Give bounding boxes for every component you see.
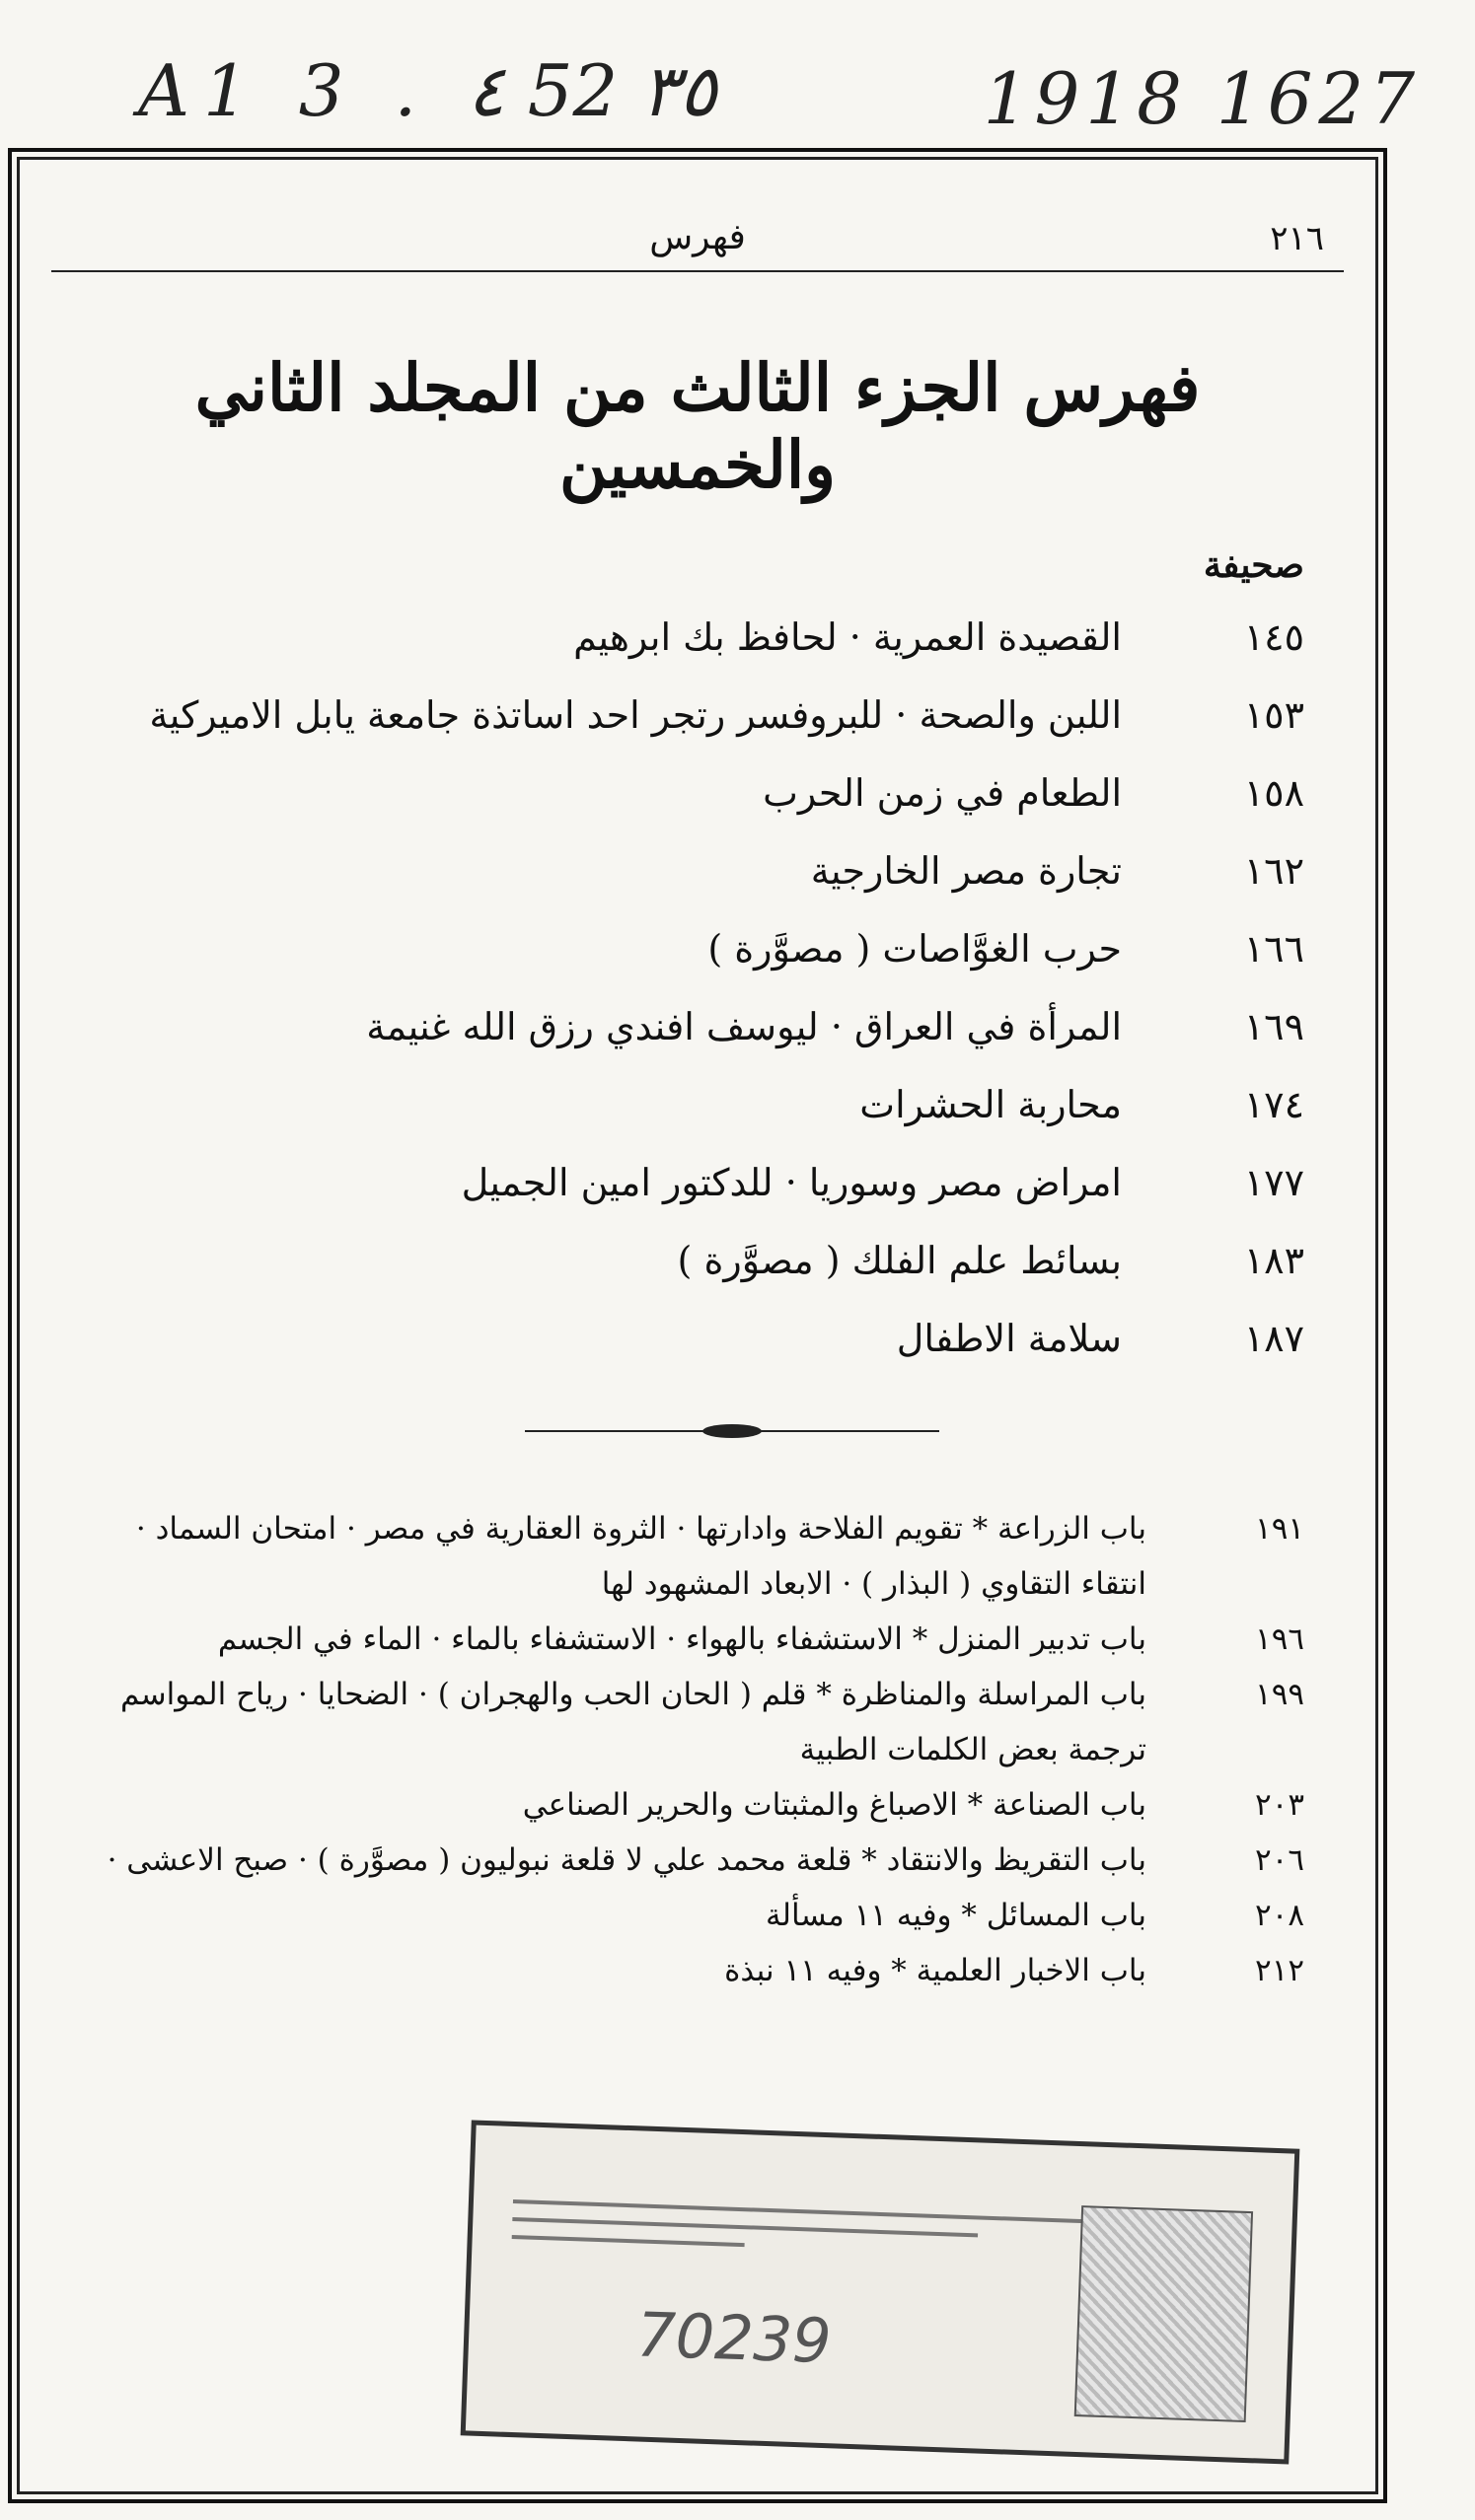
column-label: صحيفة — [1203, 544, 1304, 586]
library-stamp — [461, 2120, 1300, 2464]
section-text: باب تدبير المنزل * الاستشفاء بالهواء · الاستشفاء بالماء · الماء في الجسم — [217, 1621, 1146, 1657]
toc-row — [51, 1151, 1304, 1229]
toc-page: ١٧٤ — [1243, 1083, 1304, 1126]
section-text: باب الاخبار العلمية * وفيه ١١ نبذة — [724, 1953, 1146, 1988]
section-text: باب التقريظ والانتقاد * قلعة محمد علي لا قلعة نبوليون ( مصوَّرة ) · صبح الاعشى · — [107, 1842, 1146, 1878]
toc-page: ١٨٧ — [1243, 1317, 1304, 1360]
handwritten-shelfmark-right: 1918 1627 — [983, 57, 1421, 140]
toc-row — [51, 839, 1304, 917]
section-text: باب الصناعة * الاصباغ والمثبتات والحرير الصناعي — [522, 1787, 1146, 1823]
section-row — [32, 1833, 1304, 1888]
stamp-line — [512, 2217, 978, 2237]
toc-row — [51, 1073, 1304, 1151]
toc-row — [51, 1229, 1304, 1307]
toc-title: سلامة الاطفال — [896, 1317, 1122, 1360]
toc-row — [51, 995, 1304, 1073]
page-number: ٢١٦ — [1270, 219, 1324, 258]
handwritten-shelfmark-left: A1 3 . ٤ 52 ٣٥ — [138, 49, 717, 132]
section-row — [32, 1667, 1304, 1777]
toc-page: ١٨٣ — [1243, 1239, 1304, 1282]
main-title: فهرس الجزء الثالث من المجلد الثاني والخمسين — [194, 349, 1201, 503]
toc-title: المرأة في العراق · ليوسف افندي رزق الله غنيمة — [366, 1005, 1122, 1048]
toc-list — [51, 606, 1304, 1385]
toc-page: ١٥٨ — [1243, 771, 1304, 815]
toc-title: القصيدة العمرية · لحافظ بك ابرهيم — [573, 615, 1122, 659]
toc-page: ١٤٥ — [1243, 615, 1304, 659]
sections-list — [32, 1501, 1304, 1998]
running-head — [51, 211, 1344, 272]
section-row — [32, 1612, 1304, 1667]
toc-page: ١٥٣ — [1243, 693, 1304, 737]
toc-title: الطعام في زمن الحرب — [763, 771, 1122, 815]
toc-title: تجارة مصر الخارجية — [810, 849, 1122, 893]
running-title: فهرس — [649, 217, 746, 257]
section-row — [32, 1888, 1304, 1943]
toc-page: ١٦٢ — [1243, 849, 1304, 893]
toc-title: حرب الغوَّاصات ( مصوَّرة ) — [707, 927, 1122, 971]
section-text-continued: انتقاء التقاوي ( البذار ) · الابعاد المشهود لها — [601, 1566, 1146, 1602]
section-page: ٢١٢ — [1255, 1953, 1304, 1988]
stamp-line — [512, 2235, 745, 2247]
section-row — [32, 1777, 1304, 1833]
toc-page: ١٧٧ — [1243, 1161, 1304, 1204]
section-text-continued: ترجمة بعض الكلمات الطبية — [799, 1732, 1146, 1767]
page-frame — [8, 148, 1387, 2503]
toc-row — [51, 684, 1304, 761]
toc-row — [51, 1307, 1304, 1385]
toc-page: ١٦٩ — [1243, 1005, 1304, 1048]
section-page: ١٩١ — [1255, 1511, 1304, 1547]
section-text: باب المراسلة والمناظرة * قلم ( الحان الحب والهجران ) · الضحايا · رياح المواسم — [120, 1677, 1146, 1712]
section-page: ٢٠٨ — [1255, 1898, 1304, 1933]
stamp-number: 70239 — [635, 2298, 833, 2378]
toc-title: امراض مصر وسوريا · للدكتور امين الجميل — [461, 1161, 1122, 1204]
section-row — [32, 1943, 1304, 1998]
toc-title: بسائط علم الفلك ( مصوَّرة ) — [677, 1239, 1122, 1282]
section-text: باب الزراعة * تقويم الفلاحة وادارتها · الثروة العقارية في مصر · امتحان السماد · — [135, 1511, 1146, 1547]
handwritten-shelfmark — [138, 39, 1421, 158]
section-page: ١٩٦ — [1255, 1621, 1304, 1657]
toc-page: ١٦٦ — [1243, 927, 1304, 971]
section-page: ١٩٩ — [1255, 1677, 1304, 1712]
toc-title: اللبن والصحة · للبروفسر رتجر احد اساتذة جامعة يابل الاميركية — [149, 693, 1122, 737]
section-row — [32, 1501, 1304, 1612]
stamp-seal-image — [1074, 2205, 1253, 2422]
section-page: ٢٠٦ — [1255, 1842, 1304, 1878]
ornamental-divider — [525, 1426, 939, 1436]
section-page: ٢٠٣ — [1255, 1787, 1304, 1823]
toc-row — [51, 917, 1304, 995]
section-text: باب المسائل * وفيه ١١ مسألة — [765, 1898, 1146, 1933]
toc-row — [51, 761, 1304, 839]
divider-ornament — [702, 1424, 762, 1438]
toc-title: محاربة الحشرات — [859, 1083, 1122, 1126]
toc-row — [51, 606, 1304, 684]
